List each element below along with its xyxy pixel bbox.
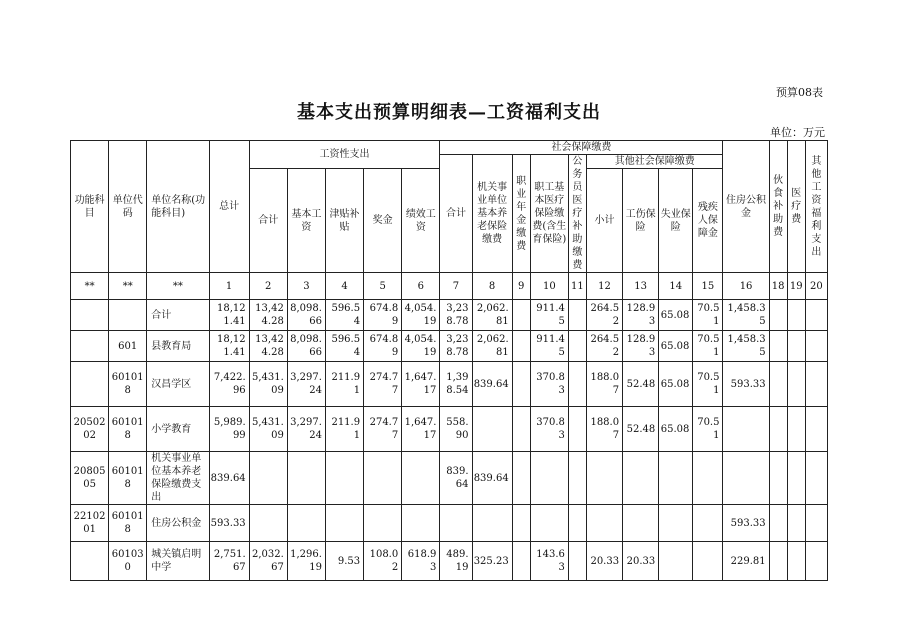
value-cell: 8,098.66 bbox=[287, 300, 325, 331]
value-cell bbox=[769, 452, 787, 505]
unit-name-cell: 城关镇启明中学 bbox=[147, 542, 209, 581]
header-social-subtotal: 合计 bbox=[440, 155, 472, 273]
unit-code-cell: 601030 bbox=[109, 542, 147, 581]
value-cell: 3,238.78 bbox=[440, 331, 472, 362]
index-cell: 14 bbox=[659, 273, 693, 300]
value-cell: 4,054.19 bbox=[402, 300, 440, 331]
value-cell bbox=[659, 542, 693, 581]
value-cell: 18,121.41 bbox=[209, 331, 249, 362]
header-func-subject: 功能科目 bbox=[71, 141, 109, 273]
value-cell: 128.93 bbox=[623, 331, 659, 362]
index-cell: ** bbox=[147, 273, 209, 300]
unit-code-cell: 601018 bbox=[109, 407, 147, 452]
value-cell bbox=[512, 452, 530, 505]
value-cell: 2,062.81 bbox=[472, 331, 512, 362]
value-cell: 13,424.28 bbox=[249, 331, 287, 362]
value-cell: 558.90 bbox=[440, 407, 472, 452]
index-cell: 2 bbox=[249, 273, 287, 300]
value-cell: 5,431.09 bbox=[249, 407, 287, 452]
header-medical: 职工基本医疗保险缴费(含生育保险) bbox=[530, 155, 568, 273]
index-cell: 13 bbox=[623, 273, 659, 300]
value-cell: 2,062.81 bbox=[472, 300, 512, 331]
value-cell: 70.51 bbox=[693, 331, 723, 362]
value-cell bbox=[769, 300, 787, 331]
value-cell bbox=[805, 362, 827, 407]
value-cell bbox=[805, 300, 827, 331]
header-other-subtotal: 小计 bbox=[586, 169, 622, 273]
value-cell: 20.33 bbox=[623, 542, 659, 581]
unit-label: 单位：万元 bbox=[770, 126, 825, 139]
value-cell: 911.45 bbox=[530, 331, 568, 362]
value-cell bbox=[805, 331, 827, 362]
value-cell: 274.77 bbox=[364, 407, 402, 452]
index-cell: ** bbox=[71, 273, 109, 300]
value-cell bbox=[568, 407, 586, 452]
index-cell: 1 bbox=[209, 273, 249, 300]
value-cell bbox=[325, 505, 363, 542]
index-cell: 5 bbox=[364, 273, 402, 300]
index-cell: 15 bbox=[693, 273, 723, 300]
value-cell: 3,238.78 bbox=[440, 300, 472, 331]
value-cell: 65.08 bbox=[659, 362, 693, 407]
value-cell: 674.89 bbox=[364, 300, 402, 331]
value-cell: 2,751.67 bbox=[209, 542, 249, 581]
value-cell: 188.07 bbox=[586, 407, 622, 452]
value-cell: 70.51 bbox=[693, 362, 723, 407]
value-cell bbox=[249, 505, 287, 542]
value-cell: 5,431.09 bbox=[249, 362, 287, 407]
value-cell bbox=[249, 452, 287, 505]
func-subject-cell: 2080505 bbox=[71, 452, 109, 505]
value-cell: 188.07 bbox=[586, 362, 622, 407]
table-row bbox=[71, 505, 828, 542]
value-cell bbox=[805, 452, 827, 505]
value-cell bbox=[440, 505, 472, 542]
value-cell: 618.93 bbox=[402, 542, 440, 581]
index-cell: 16 bbox=[723, 273, 769, 300]
value-cell: 3,297.24 bbox=[287, 362, 325, 407]
value-cell: 2,032.67 bbox=[249, 542, 287, 581]
value-cell bbox=[787, 300, 805, 331]
value-cell: 9.53 bbox=[325, 542, 363, 581]
value-cell bbox=[402, 505, 440, 542]
func-subject-cell: 2050202 bbox=[71, 407, 109, 452]
value-cell: 8,098.66 bbox=[287, 331, 325, 362]
value-cell bbox=[364, 505, 402, 542]
value-cell: 7,422.96 bbox=[209, 362, 249, 407]
value-cell bbox=[530, 452, 568, 505]
value-cell bbox=[769, 362, 787, 407]
unit-name-cell: 县教育局 bbox=[147, 331, 209, 362]
value-cell: 211.91 bbox=[325, 362, 363, 407]
value-cell: 229.81 bbox=[723, 542, 769, 581]
func-subject-cell bbox=[71, 331, 109, 362]
header-unit-code: 单位代码 bbox=[109, 141, 147, 273]
func-subject-cell bbox=[71, 542, 109, 581]
value-cell: 489.19 bbox=[440, 542, 472, 581]
value-cell bbox=[512, 300, 530, 331]
header-annuity: 职业年金缴费 bbox=[512, 155, 530, 273]
header-salary-group: 工资性支出 bbox=[249, 141, 440, 169]
value-cell: 65.08 bbox=[659, 300, 693, 331]
value-cell: 325.23 bbox=[472, 542, 512, 581]
value-cell bbox=[623, 452, 659, 505]
value-cell: 3,297.24 bbox=[287, 407, 325, 452]
value-cell bbox=[787, 542, 805, 581]
unit-code-cell: 601018 bbox=[109, 362, 147, 407]
value-cell: 839.64 bbox=[209, 452, 249, 505]
value-cell bbox=[364, 452, 402, 505]
header-disabled: 残疾人保障金 bbox=[693, 169, 723, 273]
header-injury: 工伤保险 bbox=[623, 169, 659, 273]
unit-name-cell: 机关事业单位基本养老保险缴费支出 bbox=[147, 452, 209, 505]
value-cell bbox=[530, 505, 568, 542]
value-cell: 596.54 bbox=[325, 331, 363, 362]
value-cell: 52.48 bbox=[623, 362, 659, 407]
value-cell bbox=[805, 505, 827, 542]
value-cell bbox=[512, 505, 530, 542]
value-cell: 1,398.54 bbox=[440, 362, 472, 407]
value-cell bbox=[568, 300, 586, 331]
value-cell bbox=[659, 452, 693, 505]
value-cell: 596.54 bbox=[325, 300, 363, 331]
value-cell: 1,647.17 bbox=[402, 362, 440, 407]
value-cell: 593.33 bbox=[723, 505, 769, 542]
header-civil-medical: 公务员医疗补助缴费 bbox=[568, 155, 586, 273]
table-row bbox=[71, 331, 828, 362]
value-cell bbox=[568, 331, 586, 362]
index-cell: 10 bbox=[530, 273, 568, 300]
value-cell bbox=[787, 331, 805, 362]
value-cell: 911.45 bbox=[530, 300, 568, 331]
value-cell bbox=[568, 542, 586, 581]
value-cell: 128.93 bbox=[623, 300, 659, 331]
header-performance-pay: 绩效工资 bbox=[402, 169, 440, 273]
value-cell bbox=[769, 331, 787, 362]
value-cell bbox=[805, 407, 827, 452]
header-unit-name: 单位名称(功能科目) bbox=[147, 141, 209, 273]
value-cell bbox=[805, 542, 827, 581]
value-cell bbox=[769, 407, 787, 452]
func-subject-cell bbox=[71, 300, 109, 331]
value-cell bbox=[787, 362, 805, 407]
index-cell: 18 bbox=[769, 273, 787, 300]
value-cell bbox=[287, 505, 325, 542]
value-cell: 674.89 bbox=[364, 331, 402, 362]
header-med-fee: 医疗费 bbox=[787, 141, 805, 273]
value-cell bbox=[693, 452, 723, 505]
value-cell: 65.08 bbox=[659, 331, 693, 362]
page-title: 基本支出预算明细表—工资福利支出 bbox=[297, 102, 601, 123]
value-cell bbox=[512, 542, 530, 581]
value-cell: 143.63 bbox=[530, 542, 568, 581]
value-cell bbox=[693, 505, 723, 542]
value-cell bbox=[512, 362, 530, 407]
unit-name-cell: 合计 bbox=[147, 300, 209, 331]
value-cell bbox=[723, 407, 769, 452]
index-cell: ** bbox=[109, 273, 147, 300]
value-cell bbox=[472, 407, 512, 452]
table-row bbox=[71, 407, 828, 452]
header-allowance: 津贴补贴 bbox=[325, 169, 363, 273]
value-cell bbox=[512, 407, 530, 452]
unit-name-cell: 小学教育 bbox=[147, 407, 209, 452]
value-cell: 13,424.28 bbox=[249, 300, 287, 331]
value-cell: 70.51 bbox=[693, 300, 723, 331]
value-cell bbox=[769, 542, 787, 581]
value-cell: 593.33 bbox=[723, 362, 769, 407]
table-row bbox=[71, 452, 828, 505]
value-cell bbox=[568, 452, 586, 505]
budget-table bbox=[70, 140, 828, 581]
value-cell: 18,121.41 bbox=[209, 300, 249, 331]
header-salary-subtotal: 合计 bbox=[249, 169, 287, 273]
value-cell bbox=[787, 452, 805, 505]
value-cell bbox=[472, 505, 512, 542]
table-row bbox=[71, 300, 828, 331]
func-subject-cell: 2210201 bbox=[71, 505, 109, 542]
header-housing: 住房公积金 bbox=[723, 141, 769, 273]
value-cell: 839.64 bbox=[440, 452, 472, 505]
value-cell bbox=[287, 452, 325, 505]
value-cell: 264.52 bbox=[586, 300, 622, 331]
value-cell: 1,296.19 bbox=[287, 542, 325, 581]
value-cell: 70.51 bbox=[693, 407, 723, 452]
value-cell bbox=[693, 542, 723, 581]
header-total: 总计 bbox=[209, 141, 249, 273]
value-cell: 65.08 bbox=[659, 407, 693, 452]
index-cell: 4 bbox=[325, 273, 363, 300]
value-cell bbox=[325, 452, 363, 505]
value-cell: 839.64 bbox=[472, 452, 512, 505]
value-cell: 370.83 bbox=[530, 407, 568, 452]
header-social-group: 社会保障缴费 bbox=[440, 141, 723, 155]
value-cell: 370.83 bbox=[530, 362, 568, 407]
index-cell: 11 bbox=[568, 273, 586, 300]
unit-name-cell: 汉昌学区 bbox=[147, 362, 209, 407]
value-cell bbox=[586, 505, 622, 542]
index-cell: 19 bbox=[787, 273, 805, 300]
header-pension: 机关事业单位基本养老保险缴费 bbox=[472, 155, 512, 273]
header-other-welfare: 其他工资福利支出 bbox=[805, 141, 827, 273]
value-cell bbox=[787, 505, 805, 542]
value-cell bbox=[723, 452, 769, 505]
value-cell: 593.33 bbox=[209, 505, 249, 542]
value-cell: 20.33 bbox=[586, 542, 622, 581]
value-cell: 1,458.35 bbox=[723, 331, 769, 362]
value-cell bbox=[769, 505, 787, 542]
unit-code-cell bbox=[109, 300, 147, 331]
value-cell bbox=[623, 505, 659, 542]
value-cell: 1,458.35 bbox=[723, 300, 769, 331]
value-cell: 5,989.99 bbox=[209, 407, 249, 452]
table-number: 预算08表 bbox=[776, 86, 823, 99]
value-cell bbox=[659, 505, 693, 542]
index-cell: 9 bbox=[512, 273, 530, 300]
table-row bbox=[71, 542, 828, 581]
index-cell: 8 bbox=[472, 273, 512, 300]
value-cell: 839.64 bbox=[472, 362, 512, 407]
index-cell: 12 bbox=[586, 273, 622, 300]
index-cell: 7 bbox=[440, 273, 472, 300]
header-bonus: 奖金 bbox=[364, 169, 402, 273]
unit-code-cell: 601018 bbox=[109, 452, 147, 505]
index-cell: 20 bbox=[805, 273, 827, 300]
unit-code-cell: 601 bbox=[109, 331, 147, 362]
func-subject-cell bbox=[71, 362, 109, 407]
value-cell bbox=[568, 362, 586, 407]
header-unemployment: 失业保险 bbox=[659, 169, 693, 273]
value-cell: 52.48 bbox=[623, 407, 659, 452]
value-cell: 108.02 bbox=[364, 542, 402, 581]
unit-code-cell: 601018 bbox=[109, 505, 147, 542]
value-cell bbox=[586, 452, 622, 505]
value-cell: 4,054.19 bbox=[402, 331, 440, 362]
value-cell bbox=[787, 407, 805, 452]
value-cell: 264.52 bbox=[586, 331, 622, 362]
table-row bbox=[71, 362, 828, 407]
index-cell: 3 bbox=[287, 273, 325, 300]
value-cell bbox=[512, 331, 530, 362]
value-cell bbox=[402, 452, 440, 505]
value-cell: 274.77 bbox=[364, 362, 402, 407]
value-cell: 1,647.17 bbox=[402, 407, 440, 452]
unit-name-cell: 住房公积金 bbox=[147, 505, 209, 542]
header-other-social-group: 其他社会保障缴费 bbox=[586, 155, 723, 169]
value-cell: 211.91 bbox=[325, 407, 363, 452]
header-basic-salary: 基本工资 bbox=[287, 169, 325, 273]
header-meal: 伙食补助费 bbox=[769, 141, 787, 273]
index-cell: 6 bbox=[402, 273, 440, 300]
value-cell bbox=[568, 505, 586, 542]
